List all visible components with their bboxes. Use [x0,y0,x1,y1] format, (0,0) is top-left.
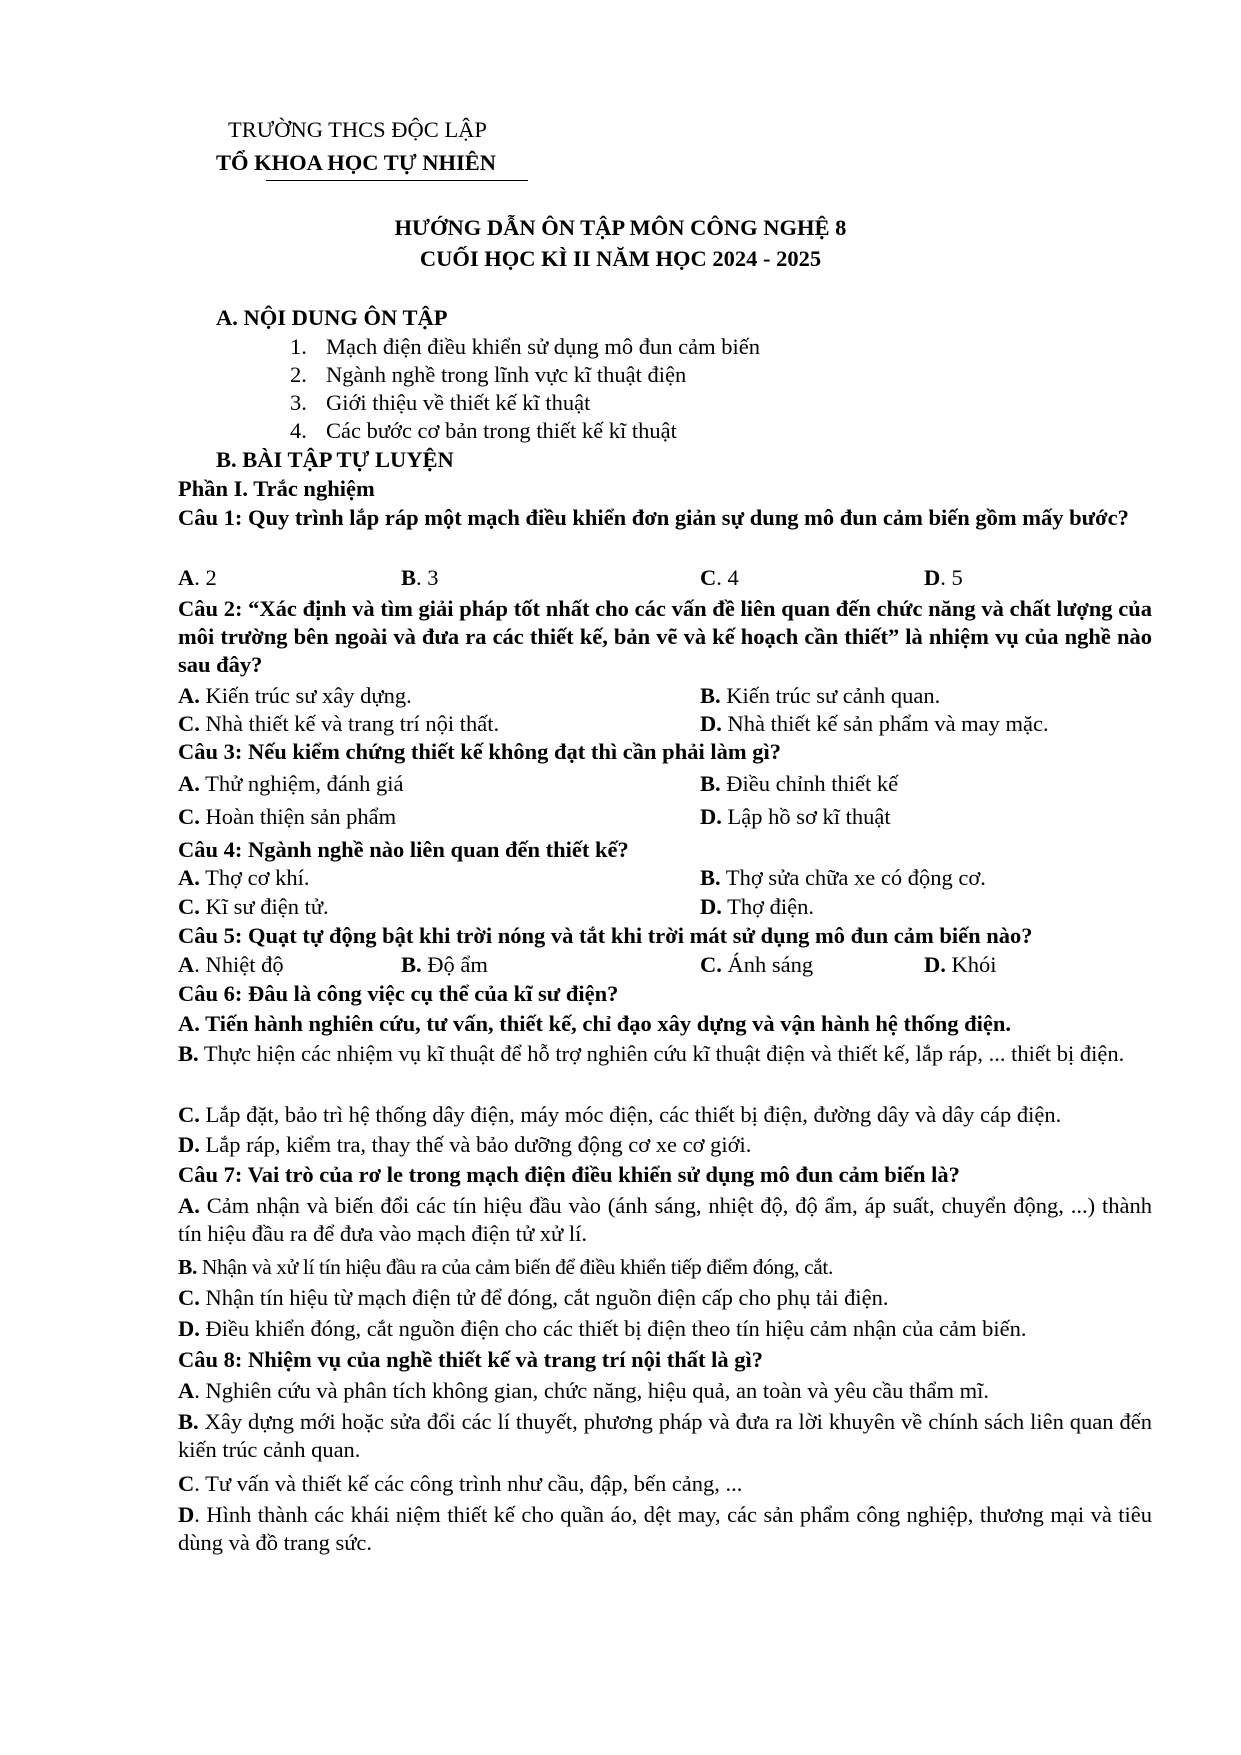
option-b: B. Thợ sửa chữa xe có động cơ. [700,865,986,890]
option-b: B. Xây dựng mới hoặc sửa đổi các lí thuyết, phương pháp và đưa ra lời khuyên về chính sách liên quan đến kiến trúc cảnh quan. [178,1409,1152,1462]
option-a: A. Kiến trúc sư xây dựng. [178,683,412,708]
department-underline [266,180,528,181]
list-item [290,361,687,389]
option-d: D. 5 [924,565,963,590]
school-name: TRƯỜNG THCS ĐỘC LẬP [228,117,487,142]
part-1-heading: Phần I. Trắc nghiệm [178,476,375,501]
section-a-heading: A. NỘI DUNG ÔN TẬP [216,305,448,330]
list-number: 1. [290,334,307,359]
option-c: C. Tư vấn và thiết kế các công trình như cầu, đập, bến cảng, ... [178,1471,743,1496]
list-number: 4. [290,418,307,443]
option-b: B. 3 [401,565,439,590]
option-c: C. Nhà thiết kế và trang trí nội thất. [178,711,500,736]
option-c: C. Hoàn thiện sản phẩm [178,804,397,829]
list-item-text: Ngành nghề trong lĩnh vực kĩ thuật điện [326,362,687,387]
question-6: Câu 6: Đâu là công việc cụ thể của kĩ sư điện? [178,981,619,1006]
option-c: C. Nhận tín hiệu từ mạch điện tử để đóng, cắt nguồn điện cấp cho phụ tải điện. [178,1285,889,1310]
question-3: Câu 3: Nếu kiểm chứng thiết kế không đạt thì cần phải làm gì? [178,739,781,764]
question-7: Câu 7: Vai trò của rơ le trong mạch điện điều khiển sử dụng mô đun cảm biến là? [178,1162,960,1187]
option-a: A. Cảm nhận và biến đổi các tín hiệu đầu vào (ánh sáng, nhiệt độ, độ ẩm, áp suất, chuyển động, ...) thành tín hiệu đầu ra để đưa vào mạch điện tử xử lí. [178,1193,1152,1246]
question-1: Câu 1: Quy trình lắp ráp một mạch điều khiển đơn giản sự dung mô đun cảm biến gồm mấy bước? [178,505,1129,530]
list-item-text: Giới thiệu về thiết kế kĩ thuật [326,390,591,415]
option-a: A. Thử nghiệm, đánh giá [178,771,404,796]
list-item-text: Các bước cơ bản trong thiết kế kĩ thuật [326,418,677,443]
option-d: D. Hình thành các khái niệm thiết kế cho quần áo, dệt may, các sản phẩm công nghiệp, thương mại và tiêu dùng và đồ trang sức. [178,1502,1152,1555]
option-b: B. Kiến trúc sư cảnh quan. [700,683,941,708]
option-c: C. Ánh sáng [700,952,814,977]
option-c: C. Lắp đặt, bảo trì hệ thống dây điện, máy móc điện, các thiết bị điện, đường dây và dây cáp điện. [178,1102,1062,1127]
list-item-text: Mạch điện điều khiển sử dụng mô đun cảm biến [326,334,760,359]
question-5: Câu 5: Quạt tự động bật khi trời nóng và tắt khi trời mát sử dụng mô đun cảm biến nào? [178,923,1033,948]
option-d: D. Thợ điện. [700,894,814,919]
question-4: Câu 4: Ngành nghề nào liên quan đến thiết kế? [178,837,629,862]
option-d: D. Lắp ráp, kiểm tra, thay thế và bảo dưỡng động cơ xe cơ giới. [178,1132,752,1157]
document-title: HƯỚNG DẪN ÔN TẬP MÔN CÔNG NGHỆ 8 [394,215,847,240]
option-b: B. Điều chỉnh thiết kế [700,771,899,796]
option-a: A. Nghiên cứu và phân tích không gian, chức năng, hiệu quả, an toàn và yêu cầu thẩm mĩ. [178,1378,990,1403]
list-item [290,417,677,445]
option-a: A. Nhiệt độ [178,952,284,977]
department-name: TỔ KHOA HỌC TỰ NHIÊN [216,150,497,175]
option-b: B. Độ ẩm [401,952,488,977]
option-d: D. Điều khiển đóng, cắt nguồn điện cho các thiết bị điện theo tín hiệu cảm nhận của cảm biến. [178,1316,1027,1341]
question-8: Câu 8: Nhiệm vụ của nghề thiết kế và trang trí nội thất là gì? [178,1347,763,1372]
option-b: B. Thực hiện các nhiệm vụ kĩ thuật để hỗ trợ nghiên cứu kĩ thuật điện và thiết kế, lắp ráp, ... thiết bị điện. [178,1041,1125,1066]
option-c: C. 4 [700,565,739,590]
option-d: D. Khói [924,952,997,977]
list-number: 3. [290,390,307,415]
option-a: A. Thợ cơ khí. [178,865,310,890]
list-item [290,389,591,417]
option-c: C. Kĩ sư điện tử. [178,894,329,919]
list-item [290,333,760,361]
question-2: Câu 2: “Xác định và tìm giải pháp tốt nhất cho các vấn đề liên quan đến chức năng và chất lượng của môi trường bên ngoài và đưa ra các thiết kế, bản vẽ và kế hoạch cần thiết” là nhiệm vụ của nghề nào sau đây? [178,596,1152,677]
option-d: D. Lập hồ sơ kĩ thuật [700,804,891,829]
document-subtitle: CUỐI HỌC KÌ II NĂM HỌC 2024 - 2025 [419,246,822,271]
option-b: B. Nhận và xử lí tín hiệu đầu ra của cảm biến để điều khiển tiếp điểm đóng, cắt. [178,1255,833,1279]
option-a: A. 2 [178,565,217,590]
option-a: A. Tiến hành nghiên cứu, tư vấn, thiết kế, chỉ đạo xây dựng và vận hành hệ thống điện. [178,1011,1012,1036]
list-number: 2. [290,362,307,387]
option-d: D. Nhà thiết kế sản phẩm và may mặc. [700,711,1049,736]
section-b-heading: B. BÀI TẬP TỰ LUYỆN [216,447,454,472]
